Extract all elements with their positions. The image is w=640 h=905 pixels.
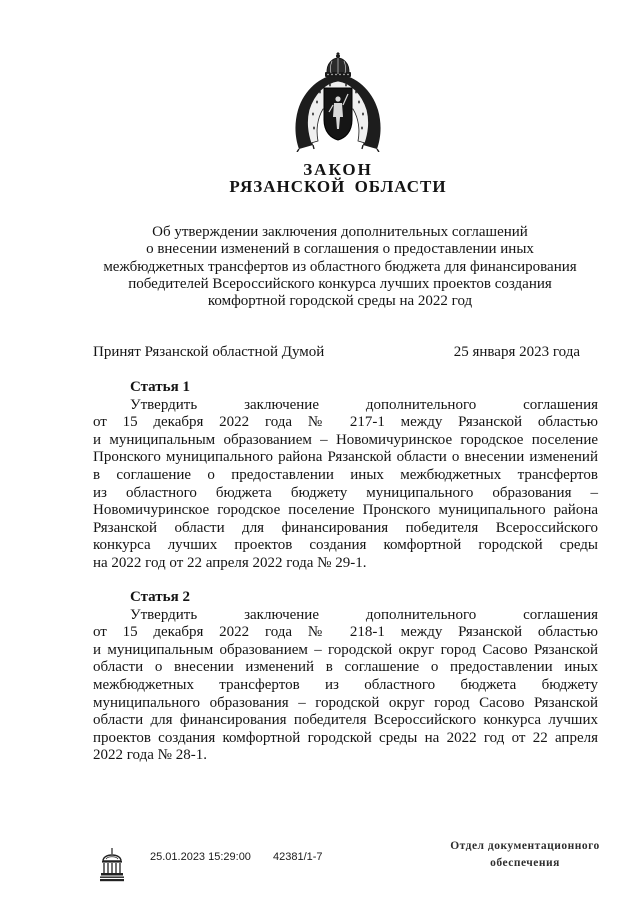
subject-line: победителей Всероссийского конкурса лучших проектов создания xyxy=(128,275,552,292)
subject-line: комфортной городской среды на 2022 год xyxy=(207,293,473,310)
article-2 xyxy=(93,589,598,765)
article-line: от 15 декабря 2022 года № 218-1 между Рязанской областью xyxy=(93,624,598,641)
stamp-line: Отдел документационного xyxy=(450,840,600,852)
article-line: области для финансирования победителя Всероссийского конкурса лучших xyxy=(93,712,598,729)
duma-logo-icon xyxy=(97,843,127,883)
adoption-row xyxy=(93,343,580,361)
footer-registration-number: 42381/1-7 xyxy=(273,851,323,863)
article-line: конкурса лучших проектов создания комфортной городской среды xyxy=(93,537,598,554)
article-line: проектов создания комфортной городской среды на 2022 год от 22 апреля xyxy=(93,729,598,746)
article-heading: Статья 2 xyxy=(130,589,190,605)
department-stamp xyxy=(445,838,605,872)
article-line: в соглашение о предоставлении иных межбюджетных трансфертов xyxy=(93,466,598,483)
article-line: Утвердить заключение дополнительного соглашения xyxy=(130,396,598,413)
article-line: Рязанской области для финансирования победителя Всероссийского xyxy=(93,519,598,536)
article-line: на 2022 год от 22 апреля 2022 года № 29-1. xyxy=(93,554,367,571)
adoption-date: 25 января 2023 года xyxy=(453,344,580,360)
article-line: области о внесении изменений в соглашение о предоставлении иных xyxy=(93,659,598,676)
article-line: Утвердить заключение дополнительного соглашения xyxy=(130,606,598,623)
article-line: из областного бюджета бюджету муниципального образования – xyxy=(93,484,598,501)
article-line: муниципального образования – городской округ город Сасово Рязанской xyxy=(93,694,598,711)
coat-of-arms-icon xyxy=(290,52,386,152)
article-line: Пронского муниципального района Рязанской области о внесении изменений xyxy=(93,449,598,466)
subject-line: межбюджетных трансфертов из областного бюджета для финансирования xyxy=(103,258,577,275)
law-label: ЗАКОН xyxy=(303,160,373,179)
article-line: и муниципальным образованием – Новомичуринское городское поселение xyxy=(93,431,598,448)
article-1 xyxy=(93,379,598,573)
article-line: межбюджетных трансфертов из областного бюджета бюджету xyxy=(93,676,598,693)
article-line: от 15 декабря 2022 года № 217-1 между Рязанской областью xyxy=(93,414,598,431)
article-heading: Статья 1 xyxy=(130,379,190,395)
adoption-text: Принят Рязанской областной Думой xyxy=(93,344,325,360)
stamp-line: обеспечения xyxy=(490,857,560,869)
footer-timestamp: 25.01.2023 15:29:00 xyxy=(150,851,251,863)
subject-line: Об утверждении заключения дополнительных соглашений xyxy=(152,224,528,240)
law-subject xyxy=(90,224,590,310)
article-line: 2022 года № 28-1. xyxy=(93,747,207,764)
region-label: РЯЗАНСКОЙ ОБЛАСТИ xyxy=(229,177,447,196)
shield xyxy=(324,88,352,140)
law-title xyxy=(90,161,586,195)
crown xyxy=(325,52,351,77)
subject-line: о внесении изменений в соглашения о предоставлении иных xyxy=(146,241,534,258)
article-line: Новомичуринское городское поселение Пронского муниципального района xyxy=(93,502,598,519)
article-line: и муниципальным образованием – городской округ город Сасово Рязанской xyxy=(93,641,598,658)
